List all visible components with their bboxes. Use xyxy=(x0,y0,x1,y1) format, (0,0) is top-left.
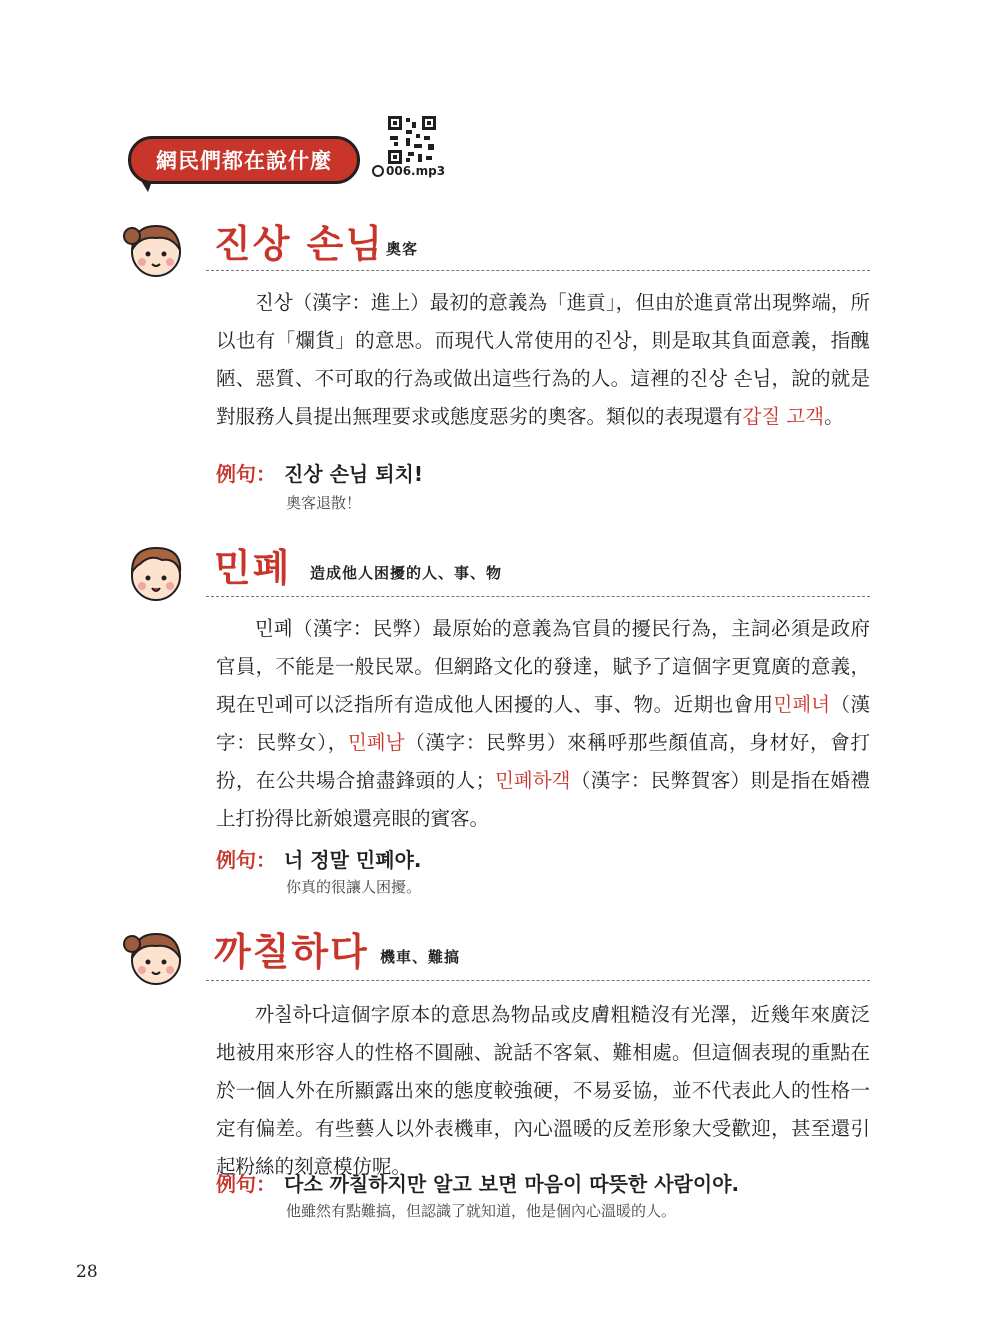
explanation-paragraph xyxy=(216,996,870,1186)
paragraph-text: 민폐（漢字：民弊）最原始的意義為官員的擾民行為，主詞必須是政府官員，不能是一般民眾。但網路文化的發達，賦予了這個字更寬廣的意義，現在민폐可以泛指所有造成他人困擾的人、事、物。近期也會用 xyxy=(216,617,870,716)
explanation-paragraph xyxy=(216,610,870,838)
example-label: 例句： xyxy=(216,848,276,872)
example-translation: 你真的很讓人困擾。 xyxy=(286,878,422,896)
section-title-badge: 網民們都在說什麼 xyxy=(128,136,360,184)
paragraph-text: 진상（漢字：進上）最初的意義為「進貢」，但由於進貢常出現弊端，所以也有「爛貨」的意思。而現代人常使用的진상，則是取其負面意義，指醜陋、惡質、不可取的行為或做出這些行為的人。這裡的진상 손님，說的就是對服務人員提出無理要求或態度惡劣的奧客。類似的表現還有 xyxy=(216,291,870,428)
term-title: 진상 손님 xyxy=(214,222,385,266)
divider xyxy=(206,596,870,597)
headphone-icon xyxy=(372,165,384,177)
highlighted-term: 갑질 고객 xyxy=(742,405,825,428)
term-meaning: 機車、難搞 xyxy=(380,948,461,966)
term-meaning: 奧客 xyxy=(386,240,419,258)
example-label: 例句： xyxy=(216,462,276,486)
paragraph-text: （漢字：民弊賀客）則是指在婚禮上打扮得比新娘還亮眼的賓客。 xyxy=(216,769,870,830)
paragraph-text: （漢字：民弊男）來稱呼那些顏值高，身材好，會打扮，在公共場合搶盡鋒頭的人； xyxy=(216,731,870,792)
girl-avatar-icon xyxy=(120,922,190,992)
example-sentence: 진상 손님 퇴치! xyxy=(284,462,423,486)
page-number: 28 xyxy=(76,1262,98,1282)
audio-file-label: 006.mp3 xyxy=(386,164,446,178)
explanation-paragraph xyxy=(216,284,870,436)
boy-avatar-icon xyxy=(120,538,190,608)
example-translation: 他雖然有點難搞，但認識了就知道，他是個內心溫暖的人。 xyxy=(286,1202,677,1220)
example-label: 例句： xyxy=(216,1172,276,1196)
highlighted-term: 민폐녀 xyxy=(773,693,831,716)
paragraph-text: 까칠하다這個字原本的意思為物品或皮膚粗糙沒有光澤，近幾年來廣泛地被用來形容人的性格不圓融、說話不客氣、難相處。但這個表現的重點在於一個人外在所顯露出來的態度較強硬，不易妥協，並不代表此人的性格一定有偏差。有些藝人以外表機車，內心溫暖的反差形象大受歡迎，甚至還引起粉絲的刻意模仿呢。 xyxy=(216,1003,870,1178)
paragraph-text: 。 xyxy=(824,405,844,428)
paragraph-text: （漢字：民弊女）， xyxy=(216,693,870,754)
term-meaning: 造成他人困擾的人、事、物 xyxy=(310,564,503,582)
divider xyxy=(206,980,870,981)
girl-avatar-icon xyxy=(120,214,190,284)
example-sentence: 너 정말 민폐야. xyxy=(284,848,422,872)
term-title: 까칠하다 xyxy=(214,930,369,974)
divider xyxy=(206,270,870,271)
highlighted-term: 민폐하객 xyxy=(495,769,571,792)
example-sentence: 다소 까칠하지만 알고 보면 마음이 따뜻한 사람이야. xyxy=(284,1172,740,1196)
audio-link[interactable] xyxy=(372,164,445,178)
example-translation: 奧客退散！ xyxy=(286,494,362,512)
qr-code-icon[interactable] xyxy=(388,116,436,164)
term-title: 민폐 xyxy=(214,546,292,590)
highlighted-term: 민폐남 xyxy=(347,731,405,754)
